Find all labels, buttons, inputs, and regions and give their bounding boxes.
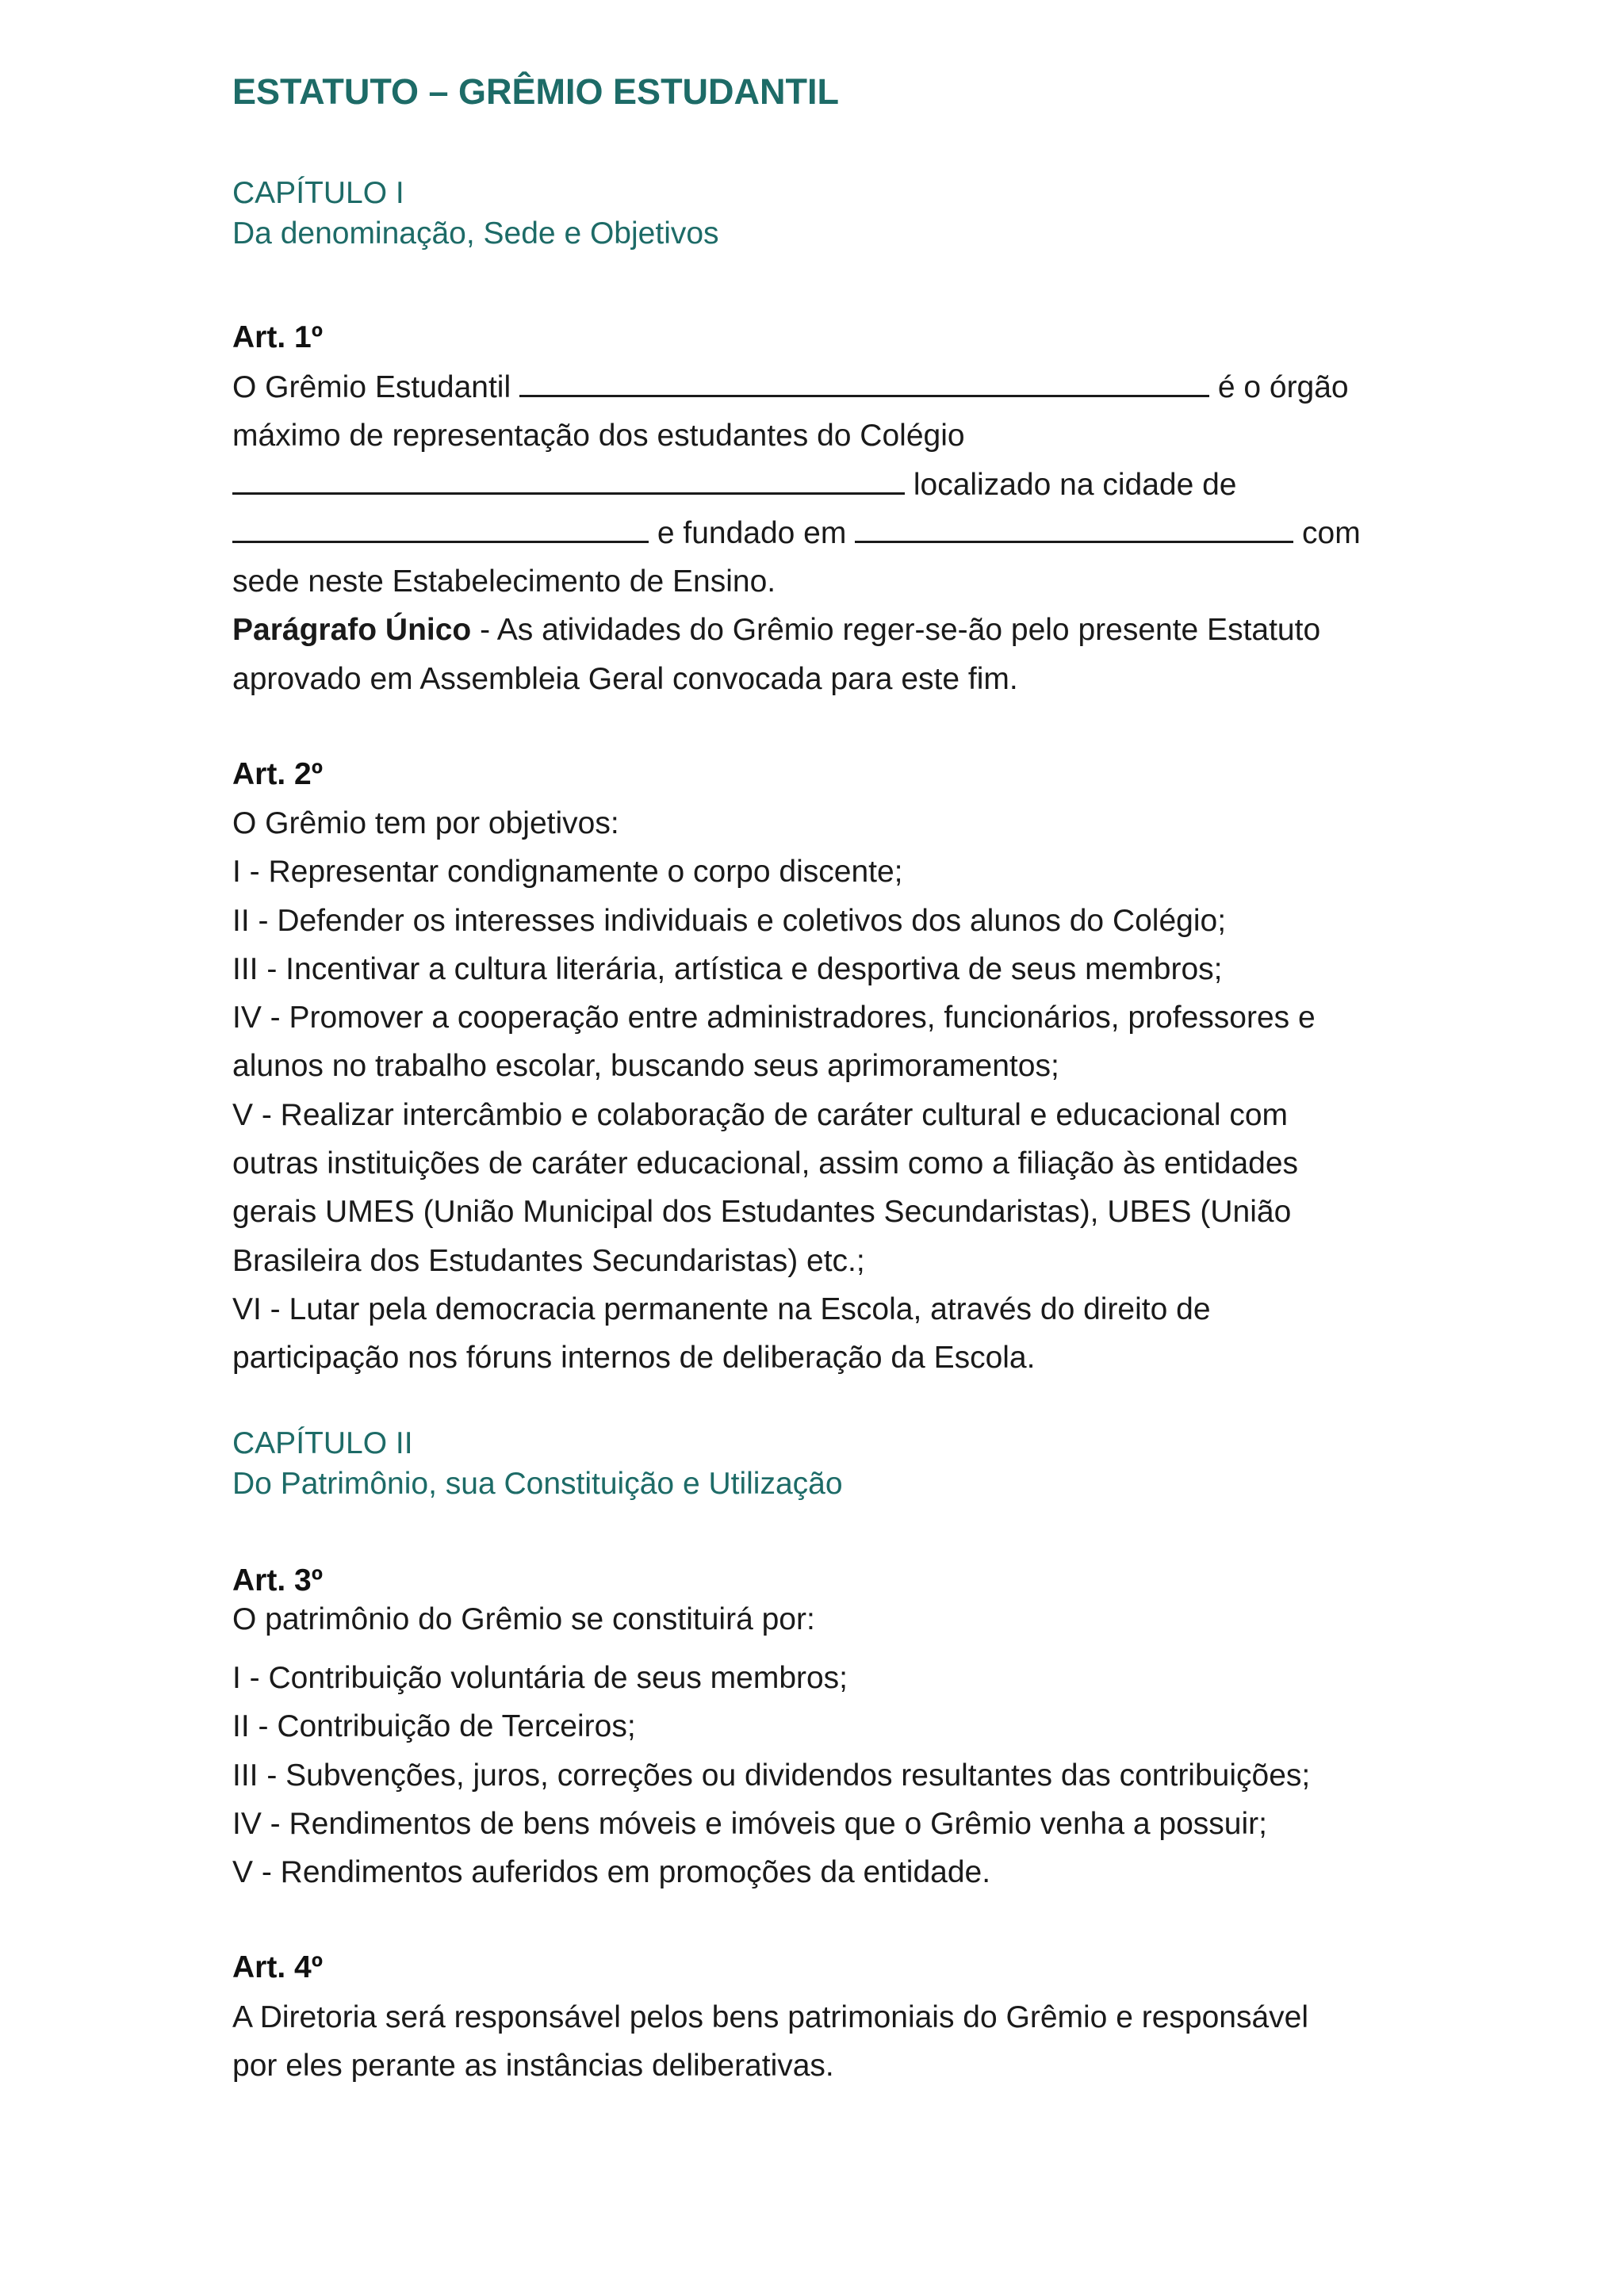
- art-4-line: por eles perante as instâncias deliberativas.: [232, 2049, 834, 2084]
- art-3-line: III - Subvenções, juros, correções ou dividendos resultantes das contribuições;: [232, 1758, 1311, 1793]
- art-2-text: [232, 799, 1398, 1383]
- art-3-line: IV - Rendimentos de bens móveis e imóveis que o Grêmio venha a possuir;: [232, 1806, 1267, 1841]
- document-title: ESTATUTO – GRÊMIO ESTUDANTIL: [232, 71, 840, 112]
- art-1-text-6: com: [1302, 515, 1361, 550]
- art-2-line: outras instituições de caráter educacional, assim como a filiação às entidades: [232, 1146, 1299, 1181]
- chapter-1-heading: [232, 173, 719, 254]
- art-3-intro: O patrimônio do Grêmio se constituirá por:: [232, 1602, 815, 1636]
- art-1-paragraph-line-2: aprovado em Assembleia Geral convocada para este fim.: [232, 661, 1018, 696]
- college-name-blank[interactable]: [232, 462, 905, 495]
- art-1-line-4: [232, 509, 1398, 557]
- art-2-line: II - Defender os interesses individuais e coletivos dos alunos do Colégio;: [232, 903, 1227, 938]
- art-2-line: I - Representar condignamente o corpo discente;: [232, 855, 903, 890]
- art-2-line: gerais UMES (União Municipal dos Estudantes Secundaristas), UBES (União: [232, 1195, 1292, 1230]
- art-2-line: Brasileira dos Estudantes Secundaristas) etc.;: [232, 1243, 865, 1278]
- founding-date-blank[interactable]: [855, 511, 1293, 543]
- art-1-paragraph-line-1: [232, 606, 1398, 654]
- art-2-line: III - Incentivar a cultura literária, artística e desportiva de seus membros;: [232, 951, 1223, 986]
- art-1-text: [232, 363, 1398, 703]
- art-3-heading: Art. 3º: [232, 1563, 323, 1598]
- art-2-line: IV - Promover a cooperação entre administradores, funcionários, professores e: [232, 1001, 1316, 1035]
- art-2-line: VI - Lutar pela democracia permanente na Escola, através do direito de: [232, 1292, 1211, 1326]
- art-4-heading: Art. 4º: [232, 1950, 323, 1984]
- art-2-line: O Grêmio tem por objetivos:: [232, 806, 619, 840]
- art-2-line: alunos no trabalho escolar, buscando seus aprimoramentos;: [232, 1049, 1059, 1084]
- art-2-heading: Art. 2º: [232, 757, 323, 791]
- city-blank[interactable]: [232, 511, 649, 543]
- art-4-line: A Diretoria será responsável pelos bens patrimoniais do Grêmio e responsável: [232, 2000, 1309, 2034]
- art-1-text-2: é o órgão: [1217, 370, 1349, 404]
- art-1-text-1: O Grêmio Estudantil: [232, 370, 511, 404]
- art-1-line-2: máximo de representação dos estudantes do Colégio: [232, 419, 965, 453]
- art-1-line-3: [232, 461, 1398, 509]
- art-1-line-1: [232, 363, 1398, 411]
- art-3-line: V - Rendimentos auferidos em promoções da entidade.: [232, 1855, 991, 1890]
- art-3-text: [232, 1654, 1398, 1896]
- art-3-line: II - Contribuição de Terceiros;: [232, 1709, 636, 1744]
- art-2-line: V - Realizar intercâmbio e colaboração de caráter cultural e educacional com: [232, 1097, 1289, 1132]
- art-2-line: participação nos fóruns internos de deliberação da Escola.: [232, 1341, 1036, 1376]
- art-1-line-5: sede neste Estabelecimento de Ensino.: [232, 564, 776, 599]
- art-1-text-4: localizado na cidade de: [913, 467, 1237, 502]
- art-1-text-5: e fundado em: [657, 515, 847, 550]
- paragraph-unico-label: Parágrafo Único: [232, 613, 472, 648]
- chapter-2-heading: [232, 1423, 843, 1504]
- chapter-1-label: CAPÍTULO I: [232, 176, 404, 210]
- chapter-1-subtitle: Da denominação, Sede e Objetivos: [232, 216, 719, 251]
- paragraph-unico-text: - As atividades do Grêmio reger-se-ão pelo presente Estatuto: [471, 613, 1321, 648]
- art-1-heading: Art. 1º: [232, 320, 323, 354]
- chapter-2-label: CAPÍTULO II: [232, 1426, 413, 1460]
- art-3-line: I - Contribuição voluntária de seus membros;: [232, 1661, 848, 1695]
- art-4-text: [232, 1993, 1398, 2091]
- chapter-2-subtitle: Do Patrimônio, sua Constituição e Utilização: [232, 1467, 843, 1501]
- gremio-name-blank[interactable]: [519, 365, 1209, 397]
